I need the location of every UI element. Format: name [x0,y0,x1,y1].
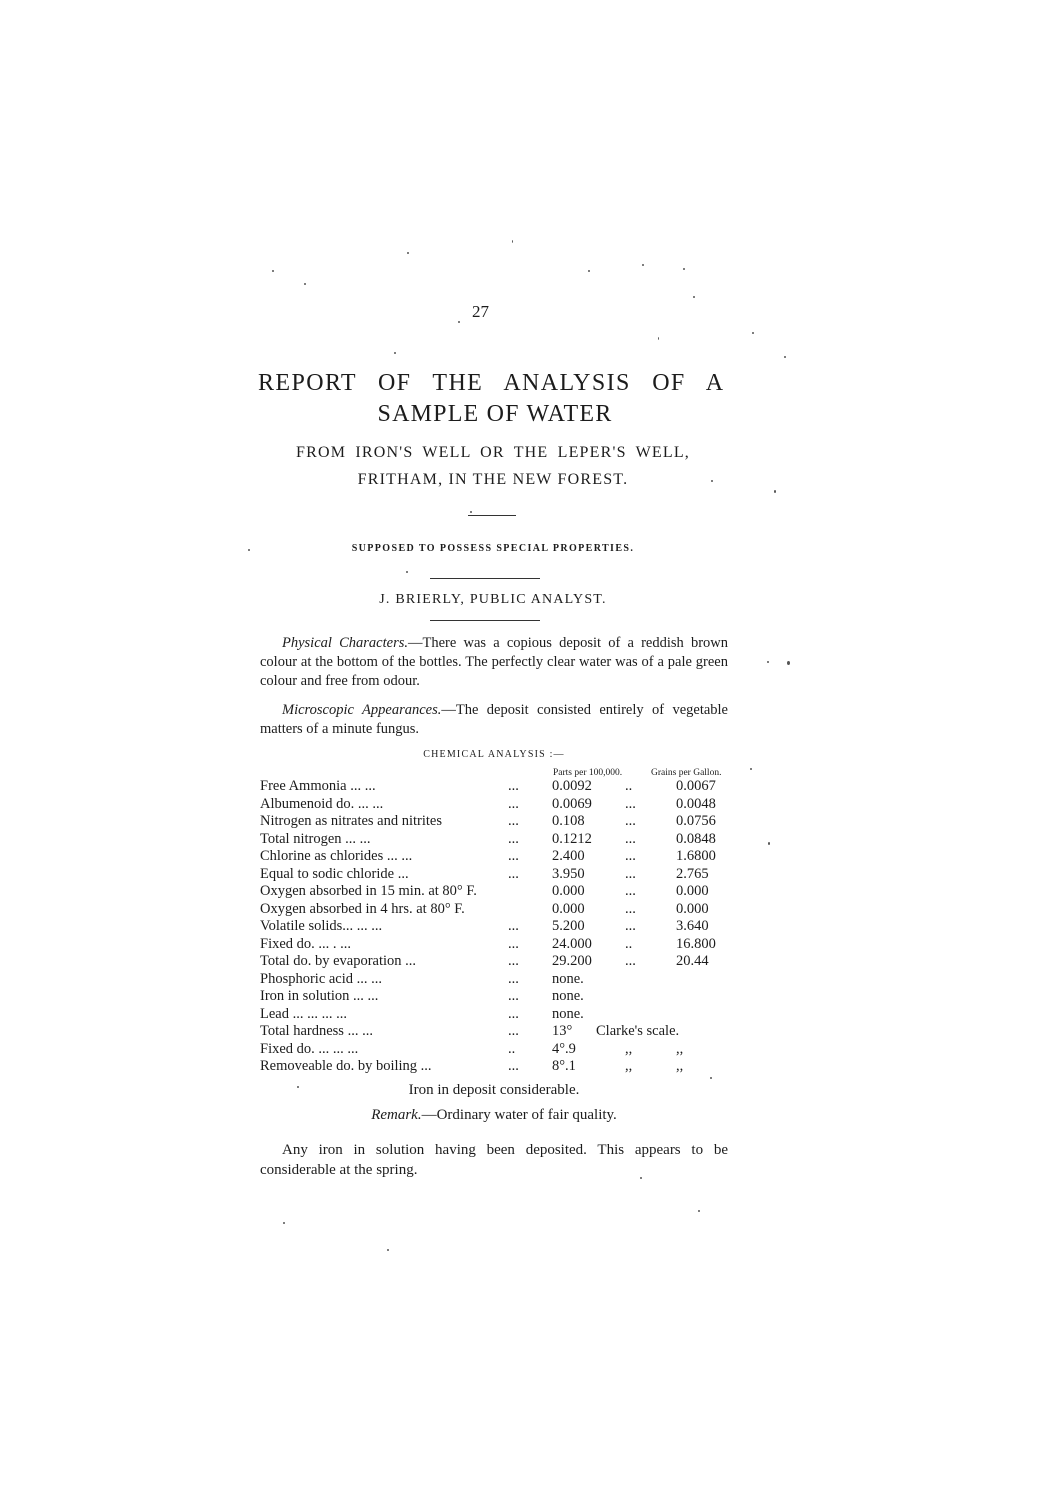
row-label: Albumenoid do. ... ... [260,795,384,812]
row-label: Fixed do. ... . ... [260,935,352,952]
row-leader: ... [508,935,519,952]
row-parts-value: 0.108 [552,813,585,829]
physical-characters-text: —There was a copious deposit of a reddish brown colour at the bottom of the bottles. The perfectly clear water was of a pale green colour and free from odour. [260,635,728,689]
row-label: Equal to sodic chloride ... [260,865,409,882]
row-separator: ... [625,848,636,864]
report-subtitle-line-2: FRITHAM, IN THE NEW FOREST. [357,471,629,488]
row-separator: .. [625,935,633,952]
row-grains-value: 0.0048 [676,795,716,812]
supposed-properties-note: SUPPOSED TO POSSESS SPECIAL PROPERTIES. [351,543,635,554]
table-row [260,1041,740,1059]
row-label: Nitrogen as nitrates and nitrites [260,813,443,829]
table-row [260,901,740,919]
chemical-analysis-table [260,778,740,1076]
row-leader: ... [508,988,519,1004]
table-row [260,866,740,884]
microscopic-appearances-paragraph [260,701,728,739]
table-row [260,883,740,901]
row-label: Oxygen absorbed in 15 min. at 80° F. [260,883,477,899]
remark-heading: Remark. [371,1107,422,1123]
row-parts-value: none. [552,970,584,987]
chemical-analysis-caption: CHEMICAL ANALYSIS :— [423,749,565,760]
table-row [260,1058,740,1076]
row-leader: ... [508,865,519,882]
row-separator: ... [625,865,636,882]
row-ditto: ,, [676,1040,684,1057]
physical-characters-paragraph [260,634,728,691]
row-leader: ... [508,953,519,969]
row-ditto: ,, [676,1058,684,1074]
row-grains-value: 0.0756 [676,813,716,829]
microscopic-appearances-heading: Microscopic Appearances. [282,702,442,718]
column-header-parts: Parts per 100,000. [553,768,623,778]
row-label: Lead ... ... ... ... [260,1005,347,1022]
table-row [260,936,740,954]
remark-text: —Ordinary water of fair quality. [421,1107,617,1123]
row-leader: ... [508,795,519,812]
report-subtitle-line-1: FROM IRON'S WELL OR THE LEPER'S WELL, [295,444,691,461]
row-label: Volatile solids... ... ... [260,918,383,934]
row-leader: ... [508,813,519,829]
row-label: Phosphoric acid ... ... [260,970,383,987]
table-row [260,971,740,989]
microscopic-appearances-text: —The deposit consisted entirely of vegetable matters of a minute fungus. [260,702,728,737]
table-row [260,796,740,814]
row-label: Removeable do. by boiling ... [260,1058,432,1074]
report-title-line-1: REPORT OF THE ANALYSIS OF A [258,370,725,396]
row-leader: ... [508,1058,519,1074]
iron-deposit-note: Iron in deposit considerable. [408,1082,580,1098]
row-parts-value: 0.000 [552,900,585,917]
row-grains-value: 2.765 [676,865,709,882]
report-title-line-2: SAMPLE OF WATER [377,401,613,427]
row-parts-value: 0.000 [552,883,585,899]
table-row [260,988,740,1006]
row-leader: ... [508,848,519,864]
row-leader: ... [508,778,519,794]
row-separator: ... [625,953,636,969]
row-leader: ... [508,830,519,847]
row-separator: ... [625,883,636,899]
row-label: Total hardness ... ... [260,1023,373,1039]
divider-short [468,515,516,516]
row-parts-value: 4°.9 [552,1040,576,1057]
row-ditto: ,, [625,1058,633,1074]
table-row [260,778,740,796]
row-parts-value: 0.0092 [552,778,592,794]
row-leader: ... [508,918,519,934]
row-separator: ... [625,830,636,847]
analyst-name: J. BRIERLY, PUBLIC ANALYST. [379,592,607,607]
row-parts-value: 13° [552,1023,573,1039]
row-parts-value: 29.200 [552,953,592,969]
divider-upper [430,578,540,579]
closing-paragraph: Any iron in solution having been deposited. This appears to be considerable at the spring. [260,1142,728,1178]
row-leader: .. [508,1040,516,1057]
table-row [260,953,740,971]
row-leader: ... [508,1023,519,1039]
row-grains-value: 0.0067 [676,778,716,794]
table-row [260,848,740,866]
row-label: Fixed do. ... ... ... [260,1040,359,1057]
row-label: Iron in solution ... ... [260,988,379,1004]
row-parts-value: 3.950 [552,865,585,882]
row-grains-value: 20.44 [676,953,709,969]
row-scale-note: Clarke's scale. [596,1023,680,1039]
row-separator: ... [625,795,636,812]
row-parts-value: none. [552,1005,584,1022]
row-ditto: ,, [625,1040,633,1057]
row-grains-value: 0.000 [676,883,709,899]
row-parts-value: 2.400 [552,848,585,864]
row-grains-value: 3.640 [676,918,709,934]
row-label: Oxygen absorbed in 4 hrs. at 80° F. [260,900,465,917]
row-parts-value: 8°.1 [552,1058,576,1074]
row-grains-value: 0.000 [676,900,709,917]
row-grains-value: 16.800 [676,935,716,952]
row-separator: ... [625,918,636,934]
row-parts-value: 0.0069 [552,795,592,812]
row-grains-value: 1.6800 [676,848,716,864]
table-row [260,918,740,936]
row-separator: ... [625,900,636,917]
remark-line [260,1107,728,1124]
row-parts-value: 0.1212 [552,830,592,847]
physical-characters-heading: Physical Characters. [282,635,408,651]
row-leader: ... [508,1005,519,1022]
row-parts-value: none. [552,988,584,1004]
row-separator: .. [625,778,633,794]
table-row [260,813,740,831]
divider-lower [430,620,540,621]
row-label: Chlorine as chlorides ... ... [260,848,413,864]
row-parts-value: 5.200 [552,918,585,934]
table-row [260,1006,740,1024]
row-separator: ... [625,813,636,829]
row-label: Total nitrogen ... ... [260,830,371,847]
row-label: Total do. by evaporation ... [260,953,417,969]
row-label: Free Ammonia ... ... [260,778,376,794]
table-row [260,831,740,849]
row-parts-value: 24.000 [552,935,592,952]
column-header-grains: Grains per Gallon. [651,768,722,778]
row-leader: ... [508,970,519,987]
page-number: 27 [472,302,489,321]
row-grains-value: 0.0848 [676,830,716,847]
table-row [260,1023,740,1041]
